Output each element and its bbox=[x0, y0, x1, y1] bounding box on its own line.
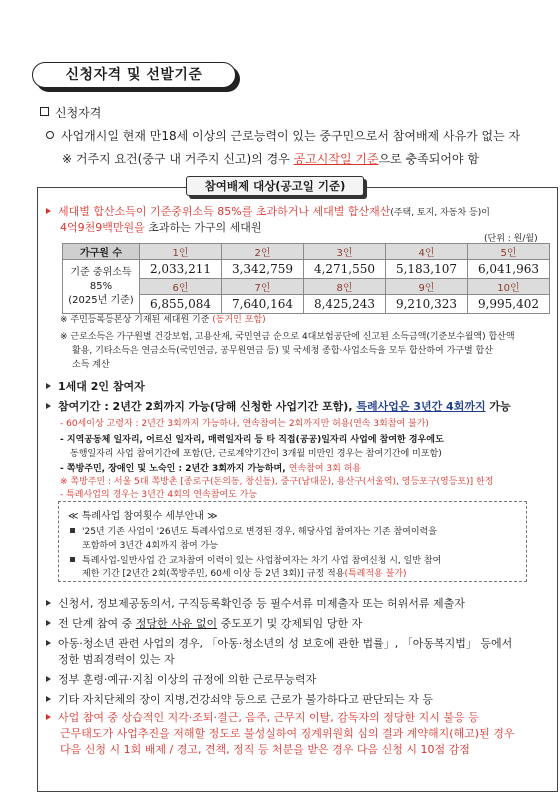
triangle-bullet-icon bbox=[46, 383, 51, 389]
detail-vulnerable bbox=[60, 461, 361, 474]
page-title: 신청자격 및 선발기준 bbox=[32, 62, 236, 88]
triangle-bullet-icon bbox=[46, 403, 51, 409]
special-box-title: ≪ 특례사업 참여횟수 세부안내 ≫ bbox=[68, 511, 218, 522]
square-bullet-icon bbox=[40, 107, 49, 116]
special-item-2-highlight: (특례적용 불가) bbox=[344, 569, 407, 579]
criterion-income-cont bbox=[60, 219, 262, 235]
table-header: 4인 bbox=[386, 244, 468, 260]
triangle-bullet-icon bbox=[46, 208, 51, 214]
table-cell: 6,041,963 bbox=[468, 260, 550, 279]
household-note bbox=[60, 312, 266, 325]
table-corner: 가구원 수 bbox=[63, 244, 140, 260]
note-prefix: ※ 거주지 요건(중구 내 거주지 신고)의 경우 bbox=[62, 152, 294, 166]
criterion-period-suffix: 가능 bbox=[485, 400, 511, 413]
table-cell: 3,342,759 bbox=[222, 260, 304, 279]
square-bullet-icon bbox=[70, 557, 75, 562]
triangle-bullet-icon bbox=[46, 714, 51, 720]
triangle-bullet-icon bbox=[46, 696, 51, 702]
criterion-period-highlight: 특례사업은 3년간 4회까지 bbox=[356, 400, 486, 413]
exclusion-item-conduct-2: 근무태도가 사업추진을 저해할 정도로 불성실하여 징계위원회 심의 결과 계약해지(해고)된 경우 bbox=[60, 727, 515, 740]
detail-vulnerable-text: - 쪽방주민, 장애인 및 노숙인 : 2년간 3회까지 가능하며, bbox=[60, 464, 289, 474]
exclusion-item-incapable bbox=[46, 671, 316, 687]
detail-jjokbang: ※ 쪽방주민 : 서울 5대 쪽방촌 [종로구(돈의동, 창신동), 중구(남대문), 용산구(서울역), 영등포구(영등포)] 한정 bbox=[60, 477, 494, 487]
triangle-bullet-icon bbox=[46, 620, 51, 626]
label-line: (2025년 기준) bbox=[68, 294, 134, 306]
note-suffix: 으로 충족되어야 함 bbox=[378, 152, 479, 166]
table-cell: 5,183,107 bbox=[386, 260, 468, 279]
table-cell: 7,640,164 bbox=[222, 295, 304, 314]
exclusion-item-text: 기타 자치단체의 장이 지병,건강쇠약 등으로 근로가 불가하다고 판단되는 자 등 bbox=[58, 693, 433, 706]
exclusion-item-text: 정부 훈령·예규·지침 이상의 규정에 의한 근로무능력자 bbox=[58, 673, 317, 686]
household-note-text: ※ 주민등록등본상 기재된 세대원 기준 bbox=[60, 315, 213, 325]
table-cell: 6,855,084 bbox=[140, 295, 222, 314]
triangle-bullet-icon bbox=[46, 676, 51, 682]
income-table bbox=[62, 243, 550, 314]
triangle-bullet-icon bbox=[46, 600, 51, 606]
special-item-2-cont bbox=[82, 566, 407, 579]
exclusion-item-underline: 정당한 사유 없이 bbox=[135, 617, 218, 630]
detail-other-jobs-1: - 지역공동체 일자리, 어르신 일자리, 매력일자리 등 타 직접(공공)일자리 사업에 참여한 경우에도 bbox=[60, 435, 444, 445]
page-title-banner bbox=[32, 62, 242, 92]
income-calc-note-3: 소득 계산 bbox=[72, 360, 110, 370]
exclusion-item-conduct-3: 다음 신청 시 1회 배제 / 경고, 견책, 정직 등 처분을 받은 경우 다음 신청 시 10점 감점 bbox=[60, 743, 470, 756]
criterion-period bbox=[46, 398, 511, 414]
exclusion-item-youth-cont: 정한 범죄경력이 있는 자 bbox=[58, 653, 175, 666]
asset-suffix: 초과하는 가구의 세대원 bbox=[144, 221, 262, 234]
exclusion-badge-label: 참여배제 대상(공고일 기준) bbox=[186, 176, 364, 196]
asset-amount: 4억9천9백만원을 bbox=[60, 221, 145, 234]
household-note-highlight: (동거인 포함) bbox=[212, 315, 266, 325]
exclusion-badge bbox=[186, 176, 366, 196]
criterion-household-text: 1세대 2인 참여자 bbox=[58, 380, 145, 393]
exclusion-item-dropout bbox=[46, 615, 362, 631]
triangle-bullet-icon bbox=[46, 640, 51, 646]
criterion-income-paren: (주택, 토지, 자동차 등)이 bbox=[390, 208, 490, 218]
table-row-label bbox=[63, 260, 140, 314]
detail-elderly: - 60세이상 고령자 : 2년간 3회까지 가능하나, 연속참여는 2회까지만 허용(연속 3회참여 불가) bbox=[60, 419, 429, 429]
table-header: 9인 bbox=[386, 279, 468, 295]
special-item-2-text: 특례사업-일반사업 간 교차참여 이력이 있는 사업참여자는 차기 사업 참여신청 시, 일반 참여 bbox=[82, 556, 442, 566]
section-heading-eligibility bbox=[40, 104, 101, 121]
table-header: 7인 bbox=[222, 279, 304, 295]
detail-other-jobs-2: 동행일자리 사업 참여기간에 포함(단, 근로계약기간이 3개월 미만인 경우는 참여기간에 미포함) bbox=[70, 449, 442, 459]
square-bullet-icon bbox=[70, 528, 75, 533]
detail-vulnerable-highlight: 연속참여 3회 허용 bbox=[288, 464, 362, 474]
table-cell: 9,210,323 bbox=[386, 295, 468, 314]
eligibility-text: 사업개시일 현재 만18세 이상의 근로능력이 있는 중구민으로서 참여배제 사유가 없는 자 bbox=[61, 129, 521, 143]
table-header: 3인 bbox=[304, 244, 386, 260]
exclusion-item-youth bbox=[46, 635, 512, 651]
income-calc-note-1: ※ 근로소득은 가구원별 건강보험, 고용산재, 국민연금 순으로 4대보험공단에 신고된 소득금액(기준보수월액) 합산액 bbox=[60, 332, 515, 342]
table-cell: 4,271,550 bbox=[304, 260, 386, 279]
unit-label: (단위 : 원/월) bbox=[484, 234, 538, 244]
table-header: 10인 bbox=[468, 279, 550, 295]
table-header: 1인 bbox=[140, 244, 222, 260]
exclusion-item-health bbox=[46, 691, 433, 707]
label-line: 85% bbox=[89, 280, 113, 292]
table-cell: 9,995,402 bbox=[468, 295, 550, 314]
exclusion-item-text: 전 단계 참여 중 bbox=[58, 617, 136, 630]
criterion-income bbox=[46, 203, 490, 219]
special-item-2 bbox=[70, 553, 441, 566]
table-header: 2인 bbox=[222, 244, 304, 260]
special-item-1-cont: 포함하여 3년간 4회까지 참여 가능 bbox=[82, 541, 218, 551]
table-header: 6인 bbox=[140, 279, 222, 295]
label-line: 기준 중위소득 bbox=[70, 266, 132, 278]
table-header: 8인 bbox=[304, 279, 386, 295]
residency-note bbox=[62, 150, 479, 167]
eligibility-item bbox=[46, 127, 520, 144]
exclusion-item-conduct bbox=[46, 709, 479, 725]
special-item-1 bbox=[70, 524, 437, 537]
exclusion-item-text-suffix: 중도포기 및 강제퇴임 당한 자 bbox=[217, 617, 363, 630]
exclusion-item-text: 아동·청소년 관련 사업의 경우, 「아동·청소년의 성 보호에 관한 법률」, 「아동복지법」 등에서 bbox=[58, 637, 513, 650]
table-cell: 8,425,243 bbox=[304, 295, 386, 314]
circle-bullet-icon bbox=[46, 131, 54, 139]
table-cell: 2,033,211 bbox=[140, 260, 222, 279]
exclusion-item-text: 신청서, 정보제공동의서, 구직등록확인증 등 필수서류 미제출자 또는 허위서류 제출자 bbox=[58, 597, 465, 610]
income-calc-note-2: 활용, 기타소득은 연금소득(국민연금, 공무원연금 등) 및 국세청 종합·사업소득을 모두 합산하여 가구별 합산 bbox=[72, 346, 493, 356]
special-item-1-text: '25년 기존 사업이 '26년도 특례사업으로 변경된 경우, 해당사업 참여자는 기존 참여이력을 bbox=[82, 527, 437, 537]
note-highlight: 공고시작일 기준 bbox=[293, 152, 379, 166]
table-header: 5인 bbox=[468, 244, 550, 260]
criterion-household bbox=[46, 378, 145, 394]
exclusion-item-text: 사업 참여 중 상습적인 지각·조퇴·결근, 음주, 근무지 이탈, 감독자의 정당한 지시 불응 등 bbox=[58, 711, 479, 724]
heading-text: 신청자격 bbox=[55, 106, 102, 120]
exclusion-item-documents bbox=[46, 595, 465, 611]
criterion-period-text: 참여기간 : 2년간 2회까지 가능(당해 신청한 사업기간 포함), bbox=[58, 400, 357, 413]
criterion-income-text: 세대별 합산소득이 기준중위소득 85%를 초과하거나 세대별 합산재산 bbox=[58, 205, 391, 218]
detail-special-continuous: - 특례사업의 경우는 3년간 4회의 연속참여도 가능 bbox=[60, 487, 257, 500]
special-item-2-rule: 제한 기간 [2년간 2회(쪽방주민, 60세 이상 등 2년 3회)] 규정 적용 bbox=[82, 569, 345, 579]
